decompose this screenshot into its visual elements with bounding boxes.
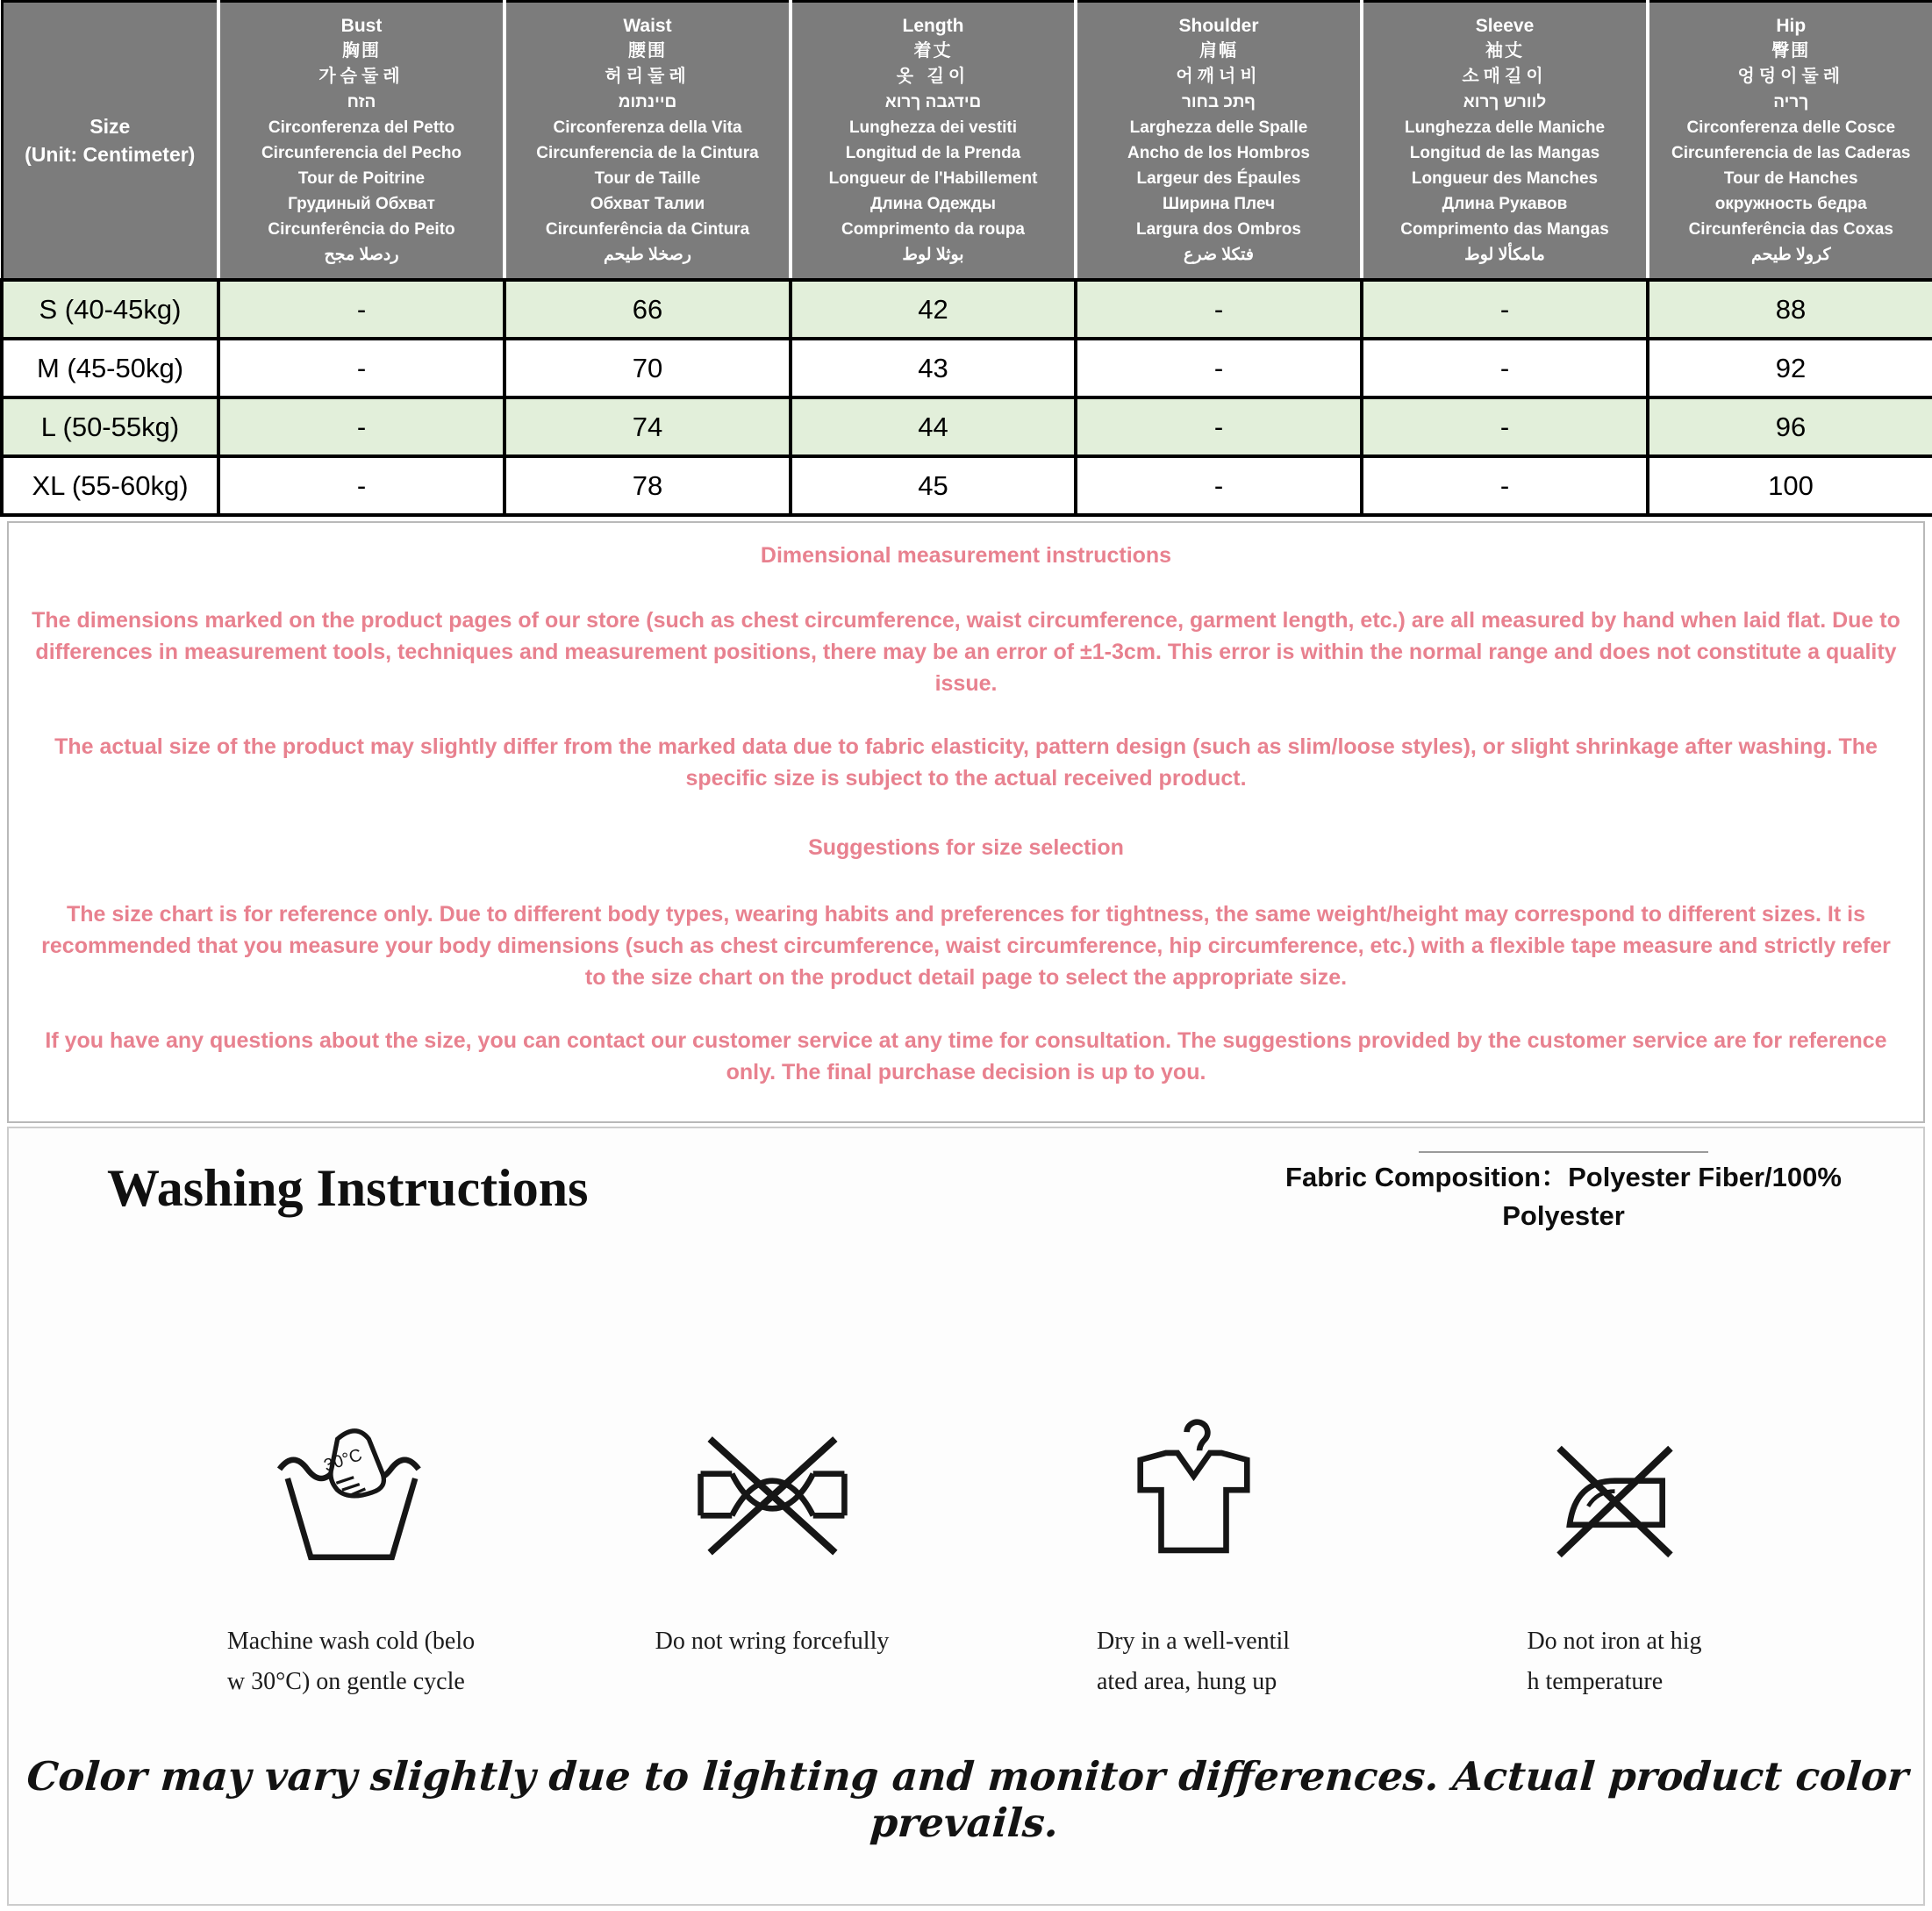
column-header-shoulder <box>1076 2 1362 281</box>
divider-line <box>1419 1151 1708 1153</box>
size-header-line: Size <box>89 115 131 138</box>
header-label: Circunferencia de las Caderas <box>1671 144 1911 162</box>
sleeve-value: - <box>1362 339 1648 397</box>
header-label: Comprimento da roupa <box>841 220 1025 239</box>
header-label: Circunferencia del Pecho <box>261 144 462 162</box>
header-label: Largura dos Ombros <box>1136 220 1301 239</box>
do-not-wring-icon <box>691 1414 854 1576</box>
header-label: 소매길이 <box>1462 67 1548 86</box>
header-row <box>2 2 1932 281</box>
column-header-sleeve <box>1362 2 1648 281</box>
header-label: לוורש ךרוא <box>1463 93 1547 111</box>
measurement-notes-panel <box>7 521 1925 1123</box>
header-label: 腰围 <box>628 41 667 61</box>
caption-line: Do not iron at hig <box>1527 1628 1702 1655</box>
hang-dry-icon <box>1113 1414 1275 1576</box>
header-label: הזח <box>347 93 376 111</box>
care-caption <box>227 1621 475 1702</box>
header-label: םידגבה ךרוא <box>884 93 982 111</box>
header-label: Circonferenza del Petto <box>268 118 455 137</box>
header-label: 가슴둘레 <box>318 67 404 86</box>
header-label: 엉덩이둘레 <box>1737 67 1845 86</box>
length-value: 43 <box>791 339 1076 397</box>
care-icons-row <box>140 1414 1825 1702</box>
sleeve-value: - <box>1362 280 1648 339</box>
header-label: Longitud de la Prenda <box>845 144 1021 162</box>
notes-paragraph: The actual size of the product may slightly differ from the marked data due to fabric elasticity, pattern design (such as slim/loose styles), or slight shrinkage after washing. The specific size is subject to the actual received product. <box>54 734 1878 791</box>
header-label: 着丈 <box>913 41 953 61</box>
header-label: 옷 길이 <box>896 67 970 86</box>
header-label: Длина Одежды <box>869 195 997 213</box>
notes-paragraph: If you have any questions about the size, you can contact our customer service at any time for consultation. The suggestions provided by the customer service are for reference only. The final purchase decision is up to you. <box>45 1028 1887 1084</box>
machine-wash-30-icon <box>270 1414 433 1576</box>
bust-value: - <box>218 280 504 339</box>
header-label: Longueur de l'Habillement <box>828 169 1038 188</box>
care-caption <box>655 1621 890 1662</box>
hip-value: 88 <box>1648 280 1932 339</box>
header-label: Comprimento das Mangas <box>1400 220 1609 239</box>
shoulder-value: - <box>1076 397 1362 456</box>
header-label: Tour de Taille <box>594 169 701 188</box>
length-value: 45 <box>791 456 1076 515</box>
header-label: فتكلا ضرع <box>1184 246 1254 264</box>
header-label: Circunferência do Peito <box>268 220 455 239</box>
length-value: 42 <box>791 280 1076 339</box>
table-row-l <box>2 397 1932 456</box>
header-label: بوثلا لوط <box>902 246 964 264</box>
care-item-machine-wash <box>140 1414 562 1702</box>
header-label: Length <box>902 16 964 36</box>
care-item-hang-dry <box>983 1414 1404 1702</box>
caption-line: Dry in a well-ventil <box>1096 1628 1291 1655</box>
hip-value: 92 <box>1648 339 1932 397</box>
header-label: Larghezza delle Spalle <box>1129 118 1308 137</box>
header-label: Waist <box>623 16 672 36</box>
size-label: L (50-55kg) <box>2 397 218 456</box>
header-label: Lunghezza dei vestiti <box>848 118 1018 137</box>
caption-line: Machine wash cold (belo <box>226 1628 476 1655</box>
header-label: Hip <box>1776 16 1807 36</box>
notes-paragraph: The dimensions marked on the product pages of our store (such as chest circumference, waist circumference, garment length, etc.) are all measured by hand when laid flat. Due to differences in measurement tools, techniques and measurement positions, there may be an error of ±1-3cm. This error is within the normal range and does not constitute a quality issue. <box>32 608 1900 696</box>
column-header-length <box>791 2 1076 281</box>
shoulder-value: - <box>1076 339 1362 397</box>
size-label: XL (55-60kg) <box>2 456 218 515</box>
header-label: كرولا طيحم <box>1750 246 1831 264</box>
header-label: Ширина Плеч <box>1163 195 1275 213</box>
fabric-composition-text: Fabric Composition：Polyester Fiber/100% Polyester <box>1285 1162 1842 1231</box>
header-label: Sleeve <box>1475 16 1535 36</box>
bust-value: - <box>218 397 504 456</box>
fabric-composition <box>1239 1151 1888 1235</box>
column-header-size <box>2 2 218 281</box>
header-label: Обхват Талии <box>590 195 705 213</box>
header-label: Tour de Poitrine <box>297 169 426 188</box>
header-label: Longueur des Manches <box>1411 169 1599 188</box>
header-label: 胸围 <box>342 41 381 61</box>
header-label: مامكألا لوط <box>1464 246 1545 264</box>
caption-line: h temperature <box>1527 1668 1664 1695</box>
care-caption <box>1527 1621 1701 1702</box>
hip-value: 100 <box>1648 456 1932 515</box>
header-label: 어깨너비 <box>1176 67 1262 86</box>
column-header-bust <box>218 2 504 281</box>
header-label: Circunferencia de la Cintura <box>536 144 759 162</box>
waist-value: 78 <box>504 456 791 515</box>
waist-value: 74 <box>504 397 791 456</box>
shoulder-value: - <box>1076 280 1362 339</box>
header-label: 허리둘레 <box>605 67 691 86</box>
header-label: Грудиный Обхват <box>288 195 435 213</box>
sleeve-value: - <box>1362 456 1648 515</box>
washing-instructions-panel <box>7 1127 1925 1906</box>
care-caption <box>1097 1621 1290 1702</box>
size-label: M (45-50kg) <box>2 339 218 397</box>
color-disclaimer-note: Color may vary slightly due to lighting and monitor differences. Actual product color prevails. <box>25 1753 1910 1846</box>
header-label: Ancho de los Hombros <box>1127 144 1310 162</box>
column-header-hip <box>1648 2 1932 281</box>
header-label: 肩幅 <box>1199 41 1238 61</box>
header-label: Circonferenza delle Cosce <box>1686 118 1896 137</box>
size-unit-line: (Unit: Centimeter) <box>25 143 196 166</box>
header-label: Circonferenza della Vita <box>553 118 742 137</box>
notes-heading-size-selection: Suggestions for size selection <box>808 835 1124 860</box>
header-label: Длина Рукавов <box>1442 195 1568 213</box>
header-label: رصخلا طيحم <box>604 246 691 264</box>
notes-paragraph: The size chart is for reference only. Due to different body types, wearing habits and preferences for tightness, the same weight/height may correspond to different sizes. It is recommended that you measure your body dimensions (such as chest circumference, waist circumference, hip circumference, etc.) with a flexible tape measure and strictly refer to the size chart on the product detail page to select the appropriate size. <box>41 902 1891 990</box>
caption-line: w 30°C) on gentle cycle <box>226 1668 465 1695</box>
size-chart-table <box>0 0 1932 517</box>
waist-value: 70 <box>504 339 791 397</box>
header-label: ךריה <box>1773 93 1809 111</box>
sleeve-value: - <box>1362 397 1648 456</box>
care-item-no-iron <box>1404 1414 1825 1702</box>
header-label: Shoulder <box>1178 16 1259 36</box>
caption-line: ated area, hung up <box>1096 1668 1277 1695</box>
header-label: Lunghezza delle Maniche <box>1404 118 1606 137</box>
header-label: Longitud de las Mangas <box>1409 144 1600 162</box>
shoulder-value: - <box>1076 456 1362 515</box>
header-label: ردصلا مجح <box>324 246 399 264</box>
caption-line: Do not wring forcefully <box>655 1628 890 1655</box>
washing-instructions-title: Washing Instructions <box>107 1159 589 1217</box>
header-label: 袖丈 <box>1485 41 1524 61</box>
header-label: Circunferência das Coxas <box>1688 220 1893 239</box>
column-header-waist <box>504 2 791 281</box>
table-row-xl <box>2 456 1932 515</box>
bust-value: - <box>218 339 504 397</box>
do-not-iron-icon <box>1534 1414 1696 1576</box>
header-label: Bust <box>340 16 383 36</box>
header-label: окружность бедра <box>1714 195 1867 213</box>
length-value: 44 <box>791 397 1076 456</box>
bust-value: - <box>218 456 504 515</box>
header-label: Tour de Hanches <box>1723 169 1858 188</box>
hip-value: 96 <box>1648 397 1932 456</box>
waist-value: 66 <box>504 280 791 339</box>
header-label: ףתכ בחור <box>1181 93 1256 111</box>
wash-temperature-label: 30°C <box>321 1445 364 1476</box>
table-row-s <box>2 280 1932 339</box>
header-label: 臀围 <box>1771 41 1811 61</box>
care-item-no-wring <box>562 1414 983 1702</box>
header-label: םיינתומ <box>618 93 677 111</box>
notes-heading-measurement: Dimensional measurement instructions <box>760 543 1172 568</box>
size-label: S (40-45kg) <box>2 280 218 339</box>
header-label: Largeur des Épaules <box>1136 169 1301 188</box>
table-row-m <box>2 339 1932 397</box>
header-label: Circunferência da Cintura <box>545 220 750 239</box>
